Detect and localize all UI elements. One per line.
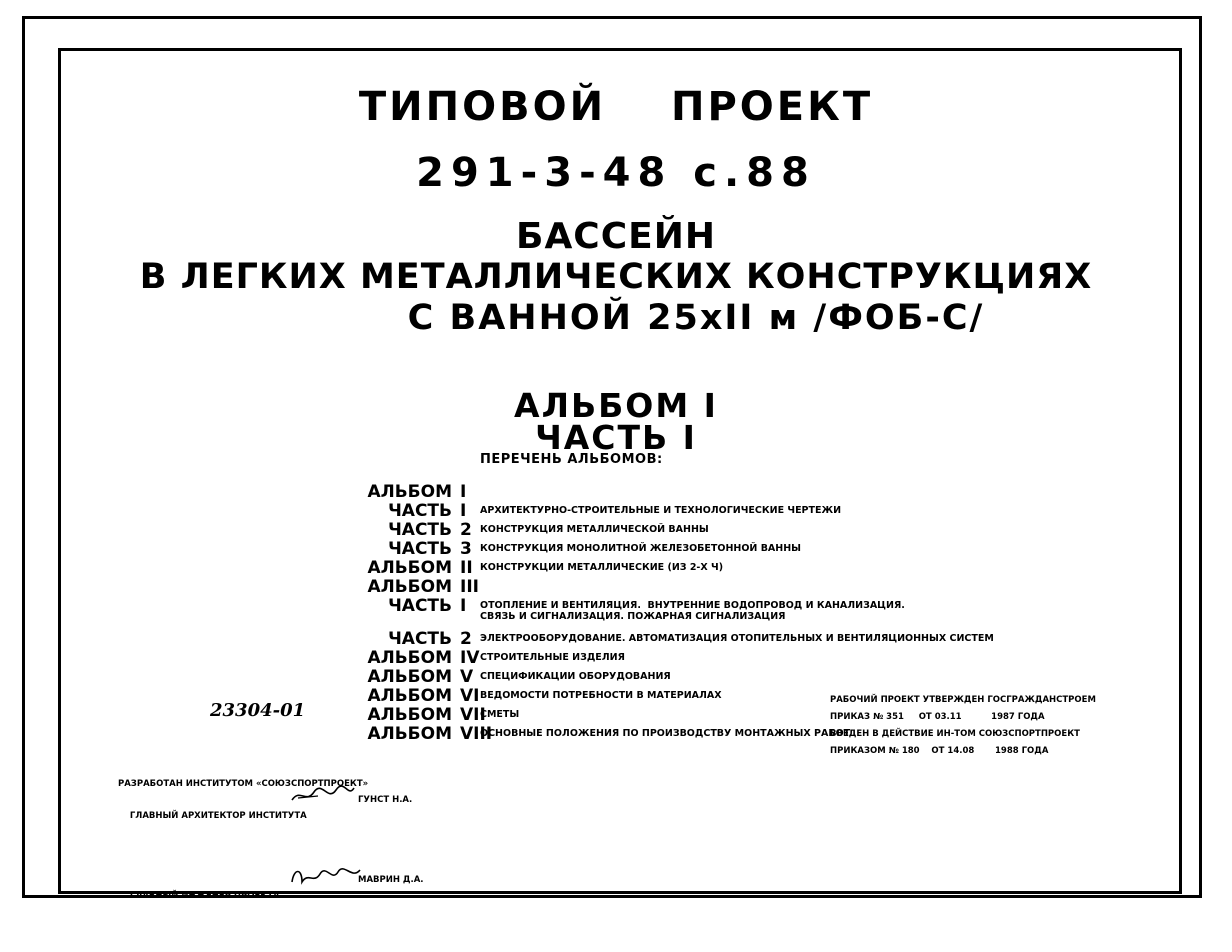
list-item-kind: АЛЬБОМ xyxy=(367,648,452,668)
list-item xyxy=(250,501,870,520)
list-item xyxy=(250,629,994,649)
list-item-description: ОСНОВНЫЕ ПОЛОЖЕНИЯ ПО ПРОИЗВОДСТВУ МОНТАЖНЫХ РАБОТ xyxy=(480,728,851,739)
project-code: 291-3-48 с.88 xyxy=(416,150,816,196)
list-item-description: СМЕТЫ xyxy=(480,709,520,720)
list-item-kind: АЛЬБОМ xyxy=(367,705,452,725)
list-item xyxy=(250,686,870,705)
project-title-line1: БАССЕЙН xyxy=(516,216,716,257)
list-item-number: I xyxy=(460,596,467,616)
list-item-description: ВЕДОМОСТИ ПОТРЕБНОСТИ В МАТЕРИАЛАХ xyxy=(480,690,722,701)
list-item-kind: ЧАСТЬ xyxy=(388,539,452,559)
list-item-number: III xyxy=(460,577,479,597)
list-item-number: I xyxy=(460,482,467,502)
project-title-line2: В ЛЕГКИХ МЕТАЛЛИЧЕСКИХ КОНСТРУКЦИЯХ xyxy=(139,257,1093,297)
list-item xyxy=(250,539,870,558)
chief-engineer-role: ГЛАВНЫЙ ИНЖЕНЕР ПРОЕКТА xyxy=(129,891,280,901)
list-item-description: КОНСТРУКЦИЯ МЕТАЛЛИЧЕСКОЙ ВАННЫ xyxy=(480,524,709,535)
approval-line: ПРИКАЗОМ № 180 ОТ 14.08 1988 ГОДА xyxy=(830,746,1049,756)
list-item-kind: ЧАСТЬ xyxy=(388,501,452,521)
list-item-description: СТРОИТЕЛЬНЫЕ ИЗДЕЛИЯ xyxy=(480,652,625,663)
chief-architect-role: ГЛАВНЫЙ АРХИТЕКТОР ИНСТИТУТА xyxy=(129,811,307,821)
list-item-number: V xyxy=(460,667,474,687)
developer-line: РАЗРАБОТАН ИНСТИТУТОМ «СОЮЗСПОРТПРОЕКТ» xyxy=(118,779,369,789)
chief-architect-name: ГУНСТ Н.А. xyxy=(358,795,413,805)
list-item-number: I xyxy=(460,501,467,521)
list-item xyxy=(250,482,870,501)
list-item xyxy=(250,648,870,667)
list-item xyxy=(250,520,870,539)
list-item xyxy=(250,724,870,743)
list-item-kind: АЛЬБОМ xyxy=(367,686,452,706)
list-item-description: КОНСТРУКЦИЯ МОНОЛИТНОЙ ЖЕЛЕЗОБЕТОННОЙ ВАННЫ xyxy=(480,543,802,554)
list-item-number: VI xyxy=(460,686,480,706)
list-item xyxy=(250,558,870,577)
list-item-kind: ЧАСТЬ xyxy=(388,629,452,649)
list-item xyxy=(250,577,870,596)
album-heading: АЛЬБОМ I xyxy=(514,386,718,425)
part-heading: ЧАСТЬ I xyxy=(535,418,697,457)
chief-architect-line xyxy=(118,792,413,872)
chief-engineer-line xyxy=(118,872,424,952)
list-item-kind: АЛЬБОМ xyxy=(367,724,452,744)
approval-block xyxy=(830,692,1096,760)
list-item-kind: АЛЬБОМ xyxy=(367,667,452,687)
list-item-number: VII xyxy=(460,705,486,725)
album-list-title: ПЕРЕЧЕНЬ АЛЬБОМОВ: xyxy=(480,452,663,467)
list-item xyxy=(250,667,870,686)
document-number: 23304-01 xyxy=(210,700,306,721)
list-item-kind: ЧАСТЬ xyxy=(388,596,452,616)
list-item-kind: АЛЬБОМ xyxy=(367,558,452,578)
list-item-description: СПЕЦИФИКАЦИИ ОБОРУДОВАНИЯ xyxy=(480,671,671,682)
list-item-number: II xyxy=(460,558,473,578)
approval-line: РАБОЧИЙ ПРОЕКТ УТВЕРЖДЕН ГОСГРАЖДАНСТРОЕМ xyxy=(830,695,1096,705)
project-title-line3: С ВАННОЙ 25хII м /ФОБ-С/ xyxy=(407,298,985,338)
list-item-description: ОТОПЛЕНИЕ И ВЕНТИЛЯЦИЯ. ВНУТРЕННИЕ ВОДОПРОВОД И КАНАЛИЗАЦИЯ. СВЯЗЬ И СИГНАЛИЗАЦИЯ. ПОЖАРНАЯ СИГНАЛИЗАЦИЯ xyxy=(480,600,905,622)
list-item-kind: АЛЬБОМ xyxy=(367,482,452,502)
approval-line: ПРИКАЗ № 351 ОТ 03.11 1987 ГОДА xyxy=(830,712,1045,722)
typical-project-heading: ТИПОВОЙ ПРОЕКТ xyxy=(358,84,874,130)
list-item-number: 2 xyxy=(460,520,472,540)
approval-line: ВВЕДЕН В ДЕЙСТВИЕ ИН-ТОМ СОЮЗСПОРТПРОЕКТ xyxy=(830,729,1080,739)
list-item xyxy=(250,705,870,724)
list-item-description: КОНСТРУКЦИИ МЕТАЛЛИЧЕСКИЕ (ИЗ 2-Х Ч) xyxy=(480,562,724,573)
list-item-kind: АЛЬБОМ xyxy=(367,577,452,597)
list-item-number: VIII xyxy=(460,724,493,744)
list-item-number: 3 xyxy=(460,539,472,559)
chief-engineer-name: МАВРИН Д.А. xyxy=(358,875,424,885)
credits-block xyxy=(118,776,424,952)
list-item xyxy=(250,596,905,629)
list-item-kind: ЧАСТЬ xyxy=(388,520,452,540)
list-item-description: АРХИТЕКТУРНО-СТРОИТЕЛЬНЫЕ И ТЕХНОЛОГИЧЕСКИЕ ЧЕРТЕЖИ xyxy=(480,505,842,516)
list-item-number: 2 xyxy=(460,629,472,649)
chief-architect-signature xyxy=(288,784,358,806)
list-item-description: ЭЛЕКТРООБОРУДОВАНИЕ. АВТОМАТИЗАЦИЯ ОТОПИТЕЛЬНЫХ И ВЕНТИЛЯЦИОННЫХ СИСТЕМ xyxy=(480,633,994,644)
chief-engineer-signature xyxy=(288,864,363,888)
list-item-number: IV xyxy=(460,648,480,668)
